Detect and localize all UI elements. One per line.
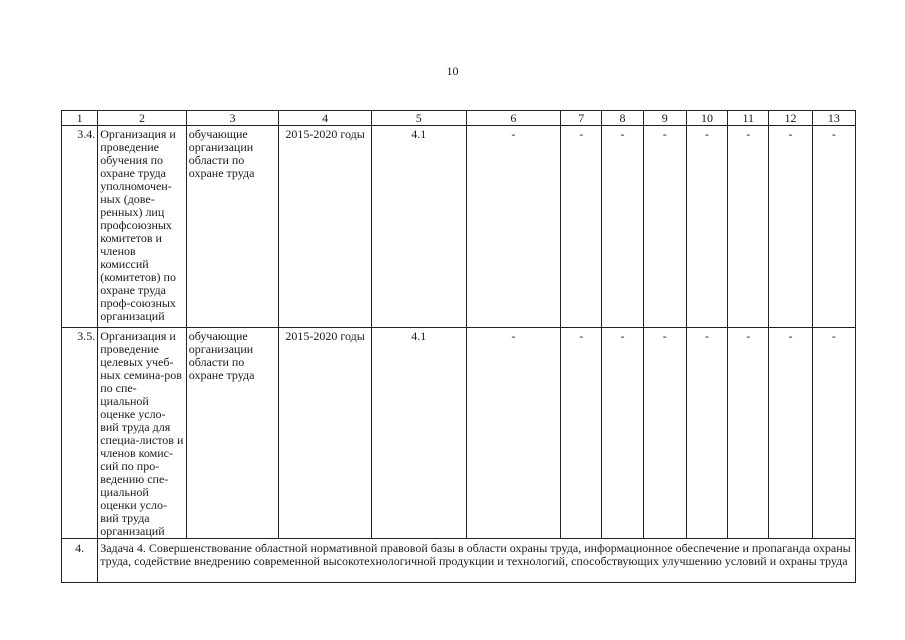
- column-header: 7: [561, 111, 602, 126]
- cell-value: -: [602, 126, 643, 328]
- column-header: 11: [728, 111, 769, 126]
- cell-value: -: [686, 126, 727, 328]
- period: 2015-2020 годы: [279, 328, 372, 539]
- period: 2015-2020 годы: [279, 126, 372, 328]
- task-row: [62, 539, 856, 583]
- measure-name: Организация и проведение обучения по охране труда уполномочен-ных (дове-ренных) лиц профсоюзных комитетов и членов комиссий (комитетов) по охране труда проф-союзных организаций: [98, 126, 187, 328]
- table-row: [62, 126, 856, 328]
- row-number: 3.5.: [62, 328, 98, 539]
- cell-value: -: [812, 126, 855, 328]
- header-row: [62, 111, 856, 126]
- program-table: [61, 110, 856, 583]
- cell-value: -: [561, 126, 602, 328]
- cell-value: -: [466, 328, 561, 539]
- column-header: 9: [643, 111, 686, 126]
- task-number: 4.: [62, 539, 98, 583]
- column-header: 4: [279, 111, 372, 126]
- table-row: [62, 328, 856, 539]
- column-header: 10: [686, 111, 727, 126]
- cell-value: -: [643, 126, 686, 328]
- indicator: 4.1: [371, 126, 466, 328]
- column-header: 3: [186, 111, 279, 126]
- executor: обучающие организации области по охране труда: [186, 126, 279, 328]
- measure-name: Организация и проведение целевых учеб-ных семина-ров по спе-циальной оценке усло-вий труда для специа-листов и членов комис-сий по про-ведению спе-циальной оценки усло-вий труда организаций: [98, 328, 187, 539]
- cell-value: -: [728, 328, 769, 539]
- task-text: Задача 4. Совершенствование областной нормативной правовой базы в области охраны труда, информационное обеспечение и пропаганда охраны труда, содействие внедрению современной высокотехнологичной продукции и технологий, способствующих улучшению условий и охраны труда: [98, 539, 856, 583]
- column-header: 13: [812, 111, 855, 126]
- cell-value: -: [602, 328, 643, 539]
- cell-value: -: [728, 126, 769, 328]
- page-number: 10: [446, 64, 459, 78]
- cell-value: -: [561, 328, 602, 539]
- column-header: 12: [769, 111, 812, 126]
- indicator: 4.1: [371, 328, 466, 539]
- column-header: 1: [62, 111, 98, 126]
- executor: обучающие организации области по охране труда: [186, 328, 279, 539]
- column-header: 5: [371, 111, 466, 126]
- column-header: 2: [98, 111, 187, 126]
- cell-value: -: [643, 328, 686, 539]
- cell-value: -: [769, 126, 812, 328]
- cell-value: -: [466, 126, 561, 328]
- row-number: 3.4.: [62, 126, 98, 328]
- column-header: 8: [602, 111, 643, 126]
- cell-value: -: [686, 328, 727, 539]
- cell-value: -: [812, 328, 855, 539]
- cell-value: -: [769, 328, 812, 539]
- column-header: 6: [466, 111, 561, 126]
